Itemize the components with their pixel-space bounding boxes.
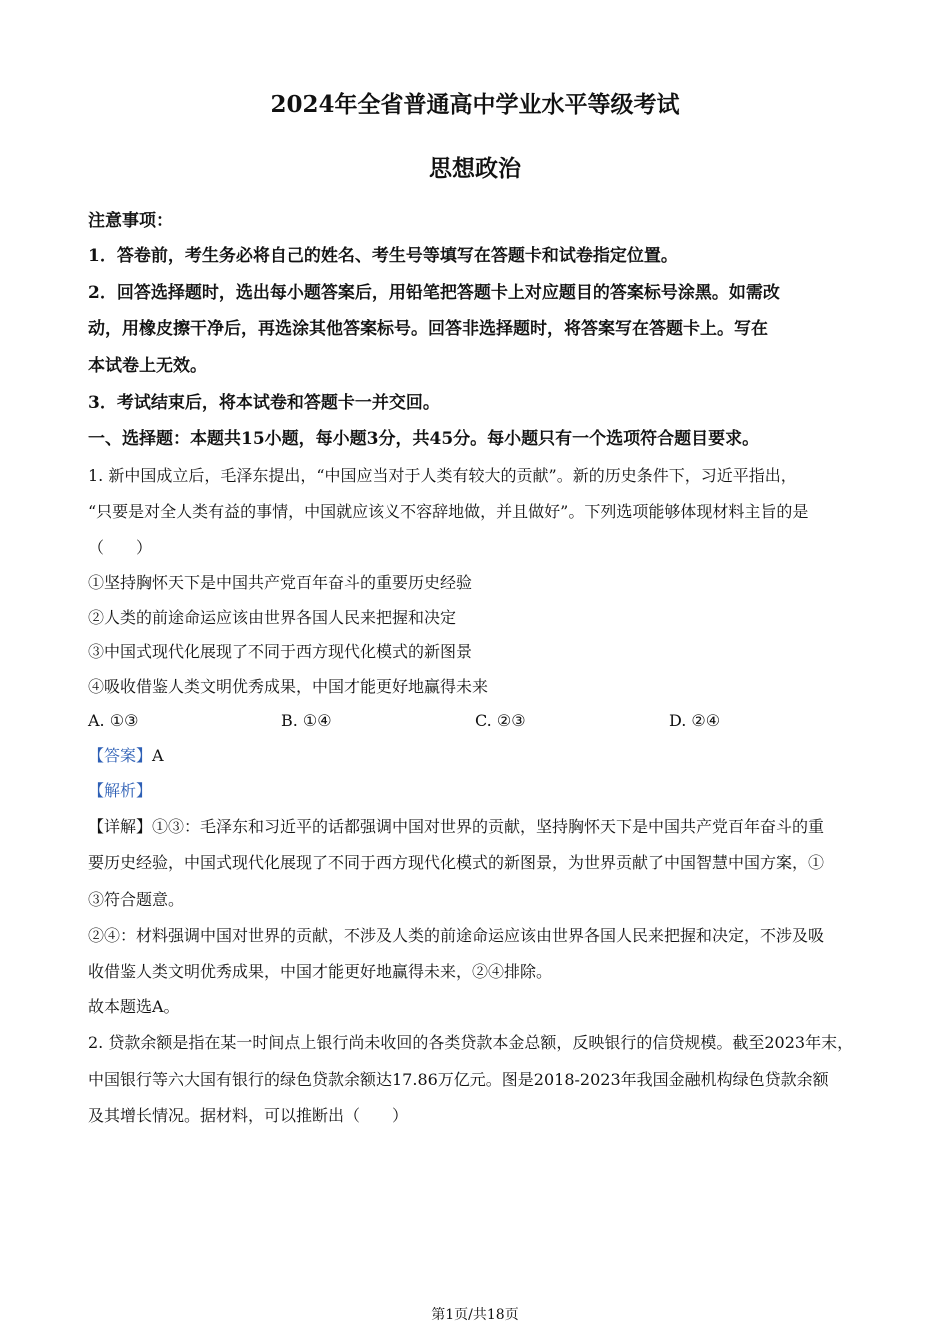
q1-stem-line-3: （ ）	[88, 538, 153, 557]
analysis-tag: 【解析】	[88, 781, 153, 800]
q2-stem-line-3: 及其增长情况。据材料，可以推断出（ ）	[88, 1106, 409, 1125]
q2-stem-line-1: 2. 贷款余额是指在某一时间点上银行尚未收回的各类贷款本金总额，反映银行的信贷规模。截至2023年末，	[88, 1033, 854, 1052]
notice-item-1: 1．答卷前，考生务必将自己的姓名、考生号等填写在答题卡和试卷指定位置。	[88, 246, 678, 266]
notice-item-2-line-3: 本试卷上无效。	[88, 356, 207, 376]
q1-option-d: D. ②④	[669, 711, 721, 730]
answer-tag: 【答案】	[88, 746, 153, 765]
q1-statement-4: ④吸收借鉴人类文明优秀成果，中国才能更好地赢得未来	[88, 677, 489, 696]
notice-heading: 注意事项：	[88, 211, 173, 231]
notice-item-2-line-1: 2．回答选择题时，选出每小题答案后，用铅笔把答题卡上对应题目的答案标号涂黑。如需改	[88, 283, 780, 303]
q1-option-b: B. ①④	[281, 711, 332, 730]
q1-detail-line-4: ②④：材料强调中国对世界的贡献，不涉及人类的前途命运应该由世界各国人民来把握和决定，不涉及吸	[88, 926, 825, 945]
q1-answer-row	[88, 745, 164, 767]
q1-detail-line-2: 要历史经验，中国式现代化展现了不同于西方现代化模式的新图景，为世界贡献了中国智慧中国方案，①	[88, 853, 825, 872]
q1-option-c: C. ②③	[475, 711, 526, 730]
notice-item-2-line-2: 动，用橡皮擦干净后，再选涂其他答案标号。回答非选择题时，将答案写在答题卡上。写在	[88, 319, 768, 339]
exam-title: 2024年全省普通高中学业水平等级考试	[270, 91, 680, 118]
q1-statement-1: ①坚持胸怀天下是中国共产党百年奋斗的重要历史经验	[88, 573, 473, 592]
q1-stem-line-2: “只要是对全人类有益的事情，中国就应该义不容辞地做，并且做好”。下列选项能够体现材料主旨的是	[88, 502, 809, 521]
page-number: 第1页/共18页	[431, 1307, 519, 1323]
notice-item-3: 3．考试结束后，将本试卷和答题卡一并交回。	[88, 393, 440, 413]
q1-analysis-row	[88, 780, 152, 802]
q1-stem-line-1: 1. 新中国成立后，毛泽东提出，“中国应当对于人类有较大的贡献”。新的历史条件下，习近平指出，	[88, 466, 797, 485]
q1-option-a: A. ①③	[88, 711, 139, 730]
q1-detail-line-3: ③符合题意。	[88, 890, 185, 909]
q1-conclusion: 故本题选A。	[88, 997, 180, 1016]
q2-stem-line-2: 中国银行等六大国有银行的绿色贷款余额达17.86万亿元。图是2018-2023年我国金融机构绿色贷款余额	[88, 1070, 829, 1089]
section-1-heading: 一、选择题：本题共15小题，每小题3分，共45分。每小题只有一个选项符合题目要求。	[88, 429, 760, 449]
q1-statement-3: ③中国式现代化展现了不同于西方现代化模式的新图景	[88, 642, 473, 661]
q1-detail-line-5: 收借鉴人类文明优秀成果，中国才能更好地赢得未来，②④排除。	[88, 962, 553, 981]
q1-statement-2: ②人类的前途命运应该由世界各国人民来把握和决定	[88, 608, 457, 627]
answer-value: A	[152, 746, 164, 765]
subject-title: 思想政治	[429, 155, 521, 182]
q1-detail-line-1: 【详解】①③：毛泽东和习近平的话都强调中国对世界的贡献，坚持胸怀天下是中国共产党百年奋斗的重	[88, 817, 825, 836]
